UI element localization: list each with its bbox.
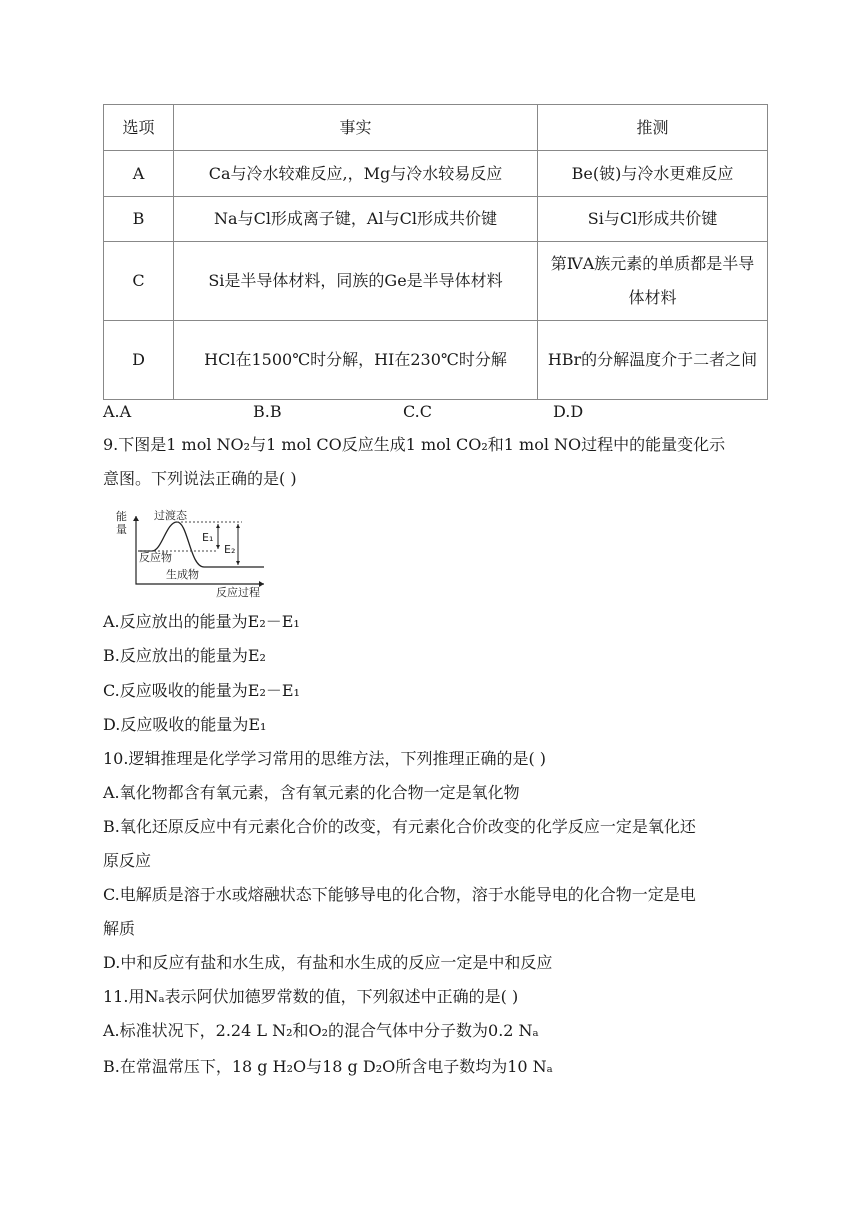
reactants-label: 反应物 [139, 551, 172, 564]
table-cell-guess: Be(铍)与冷水更难反应 [538, 151, 768, 197]
table-cell-fact: Ca与冷水较难反应,，Mg与冷水较易反应 [174, 151, 538, 197]
q10-option-b-line-2: 原反应 [103, 851, 152, 870]
facts-table [103, 104, 768, 400]
table-row [104, 321, 768, 400]
table-header-option: 选项 [104, 105, 174, 151]
q10-option-d: D.中和反应有盐和水生成，有盐和水生成的反应一定是中和反应 [103, 953, 553, 972]
table-row [104, 151, 768, 197]
q8-options [103, 400, 703, 424]
q8-option-d: D.D [553, 402, 584, 421]
table-cell-fact: HCl在1500℃时分解，HI在230℃时分解 [174, 321, 538, 400]
x-axis-label: 反应过程 [216, 586, 260, 598]
q9-option-b: B.反应放出的能量为E₂ [103, 646, 266, 665]
table-header-fact: 事实 [174, 105, 538, 151]
q9-option-d: D.反应吸收的能量为E₁ [103, 715, 267, 734]
q11-stem: 11.用Nₐ表示阿伏加德罗常数的值，下列叙述中正确的是( ) [103, 987, 519, 1006]
q9-stem-line-2: 意图。下列说法正确的是( ) [103, 469, 297, 488]
q8-option-b: B.B [253, 402, 282, 421]
transition-state-label: 过渡态 [154, 509, 187, 522]
table-row [104, 242, 768, 321]
q10-option-b-line-1: B.氧化还原反应中有元素化合价的改变，有元素化合价改变的化学反应一定是氧化还 [103, 817, 696, 836]
q11-option-b: B.在常温常压下，18 g H₂O与18 g D₂O所含电子数均为10 Nₐ [103, 1057, 553, 1076]
q10-option-a: A.氧化物都含有氧元素，含有氧元素的化合物一定是氧化物 [103, 783, 520, 802]
q8-option-a: A.A [103, 402, 132, 421]
q10-option-c-line-1: C.电解质是溶于水或熔融状态下能够导电的化合物，溶于水能导电的化合物一定是电 [103, 885, 696, 904]
q11-option-a: A.标准状况下，2.24 L N₂和O₂的混合气体中分子数为0.2 Nₐ [103, 1021, 539, 1040]
q9-option-c: C.反应吸收的能量为E₂－E₁ [103, 681, 300, 700]
table-cell-option: C [104, 242, 174, 321]
products-label: 生成物 [166, 568, 199, 581]
table-cell-guess: Si与Cl形成共价键 [538, 197, 768, 242]
table-header-guess: 推测 [538, 105, 768, 151]
e1-label: E₁ [202, 531, 214, 544]
y-axis-label-1: 能 [116, 510, 127, 523]
q10-option-c-line-2: 解质 [103, 919, 136, 938]
q8-option-c: C.C [403, 402, 432, 421]
q9-option-a: A.反应放出的能量为E₂－E₁ [103, 612, 300, 631]
table-cell-fact: Na与Cl形成离子键，Al与Cl形成共价键 [174, 197, 538, 242]
table-cell-fact: Si是半导体材料，同族的Ge是半导体材料 [174, 242, 538, 321]
table-cell-guess: 第ⅣA族元素的单质都是半导体材料 [538, 242, 768, 321]
table-cell-option: D [104, 321, 174, 400]
energy-diagram [114, 508, 274, 598]
table-row [104, 197, 768, 242]
e2-label: E₂ [224, 543, 236, 556]
table-cell-guess: HBr的分解温度介于二者之间 [538, 321, 768, 400]
table-cell-option: A [104, 151, 174, 197]
y-axis-label-2: 量 [116, 523, 127, 536]
q9-stem-line-1: 9.下图是1 mol NO₂与1 mol CO反应生成1 mol CO₂和1 mol NO过程中的能量变化示 [103, 435, 726, 454]
q10-stem: 10.逻辑推理是化学学习常用的思维方法，下列推理正确的是( ) [103, 749, 547, 768]
table-cell-option: B [104, 197, 174, 242]
